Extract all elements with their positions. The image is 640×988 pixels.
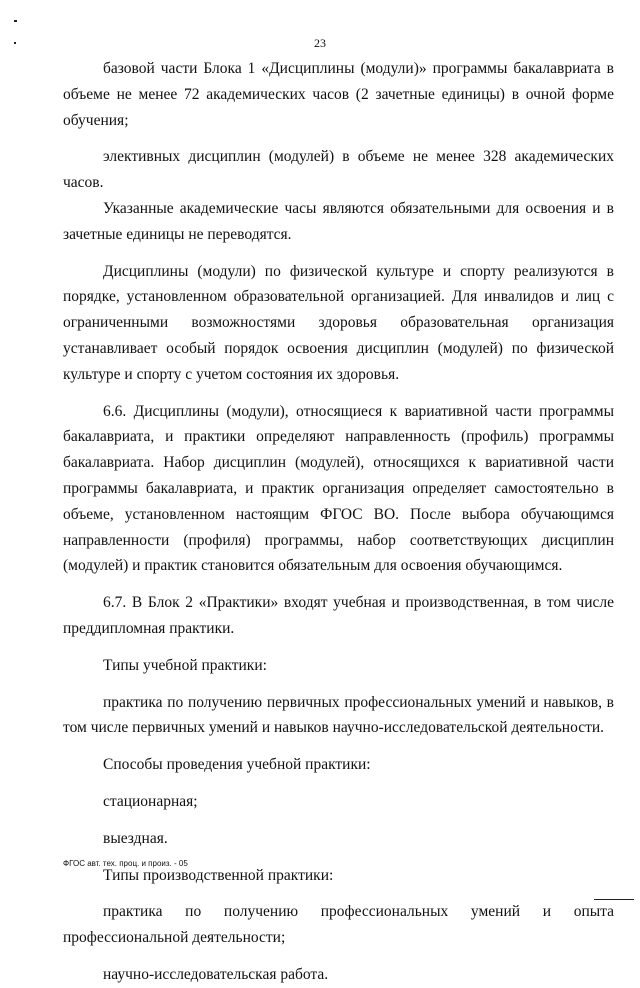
paragraph-6: 6.7. В Блок 2 «Практики» входят учебная и производственная, в том числе преддипломная практики. (63, 594, 614, 637)
paragraph-2: элективных дисциплин (модулей) в объеме не менее 328 академических часов. (63, 148, 614, 192)
paragraph-8: практика по получению первичных профессиональных умений и навыков, в том числе первичных умений и навыков научно-исследовательской деятельности. (63, 693, 614, 737)
scan-speck (14, 20, 17, 22)
paragraph-7: Типы учебной практики: (103, 656, 267, 674)
document-body (63, 56, 614, 988)
paragraph-11: выездная. (103, 829, 168, 847)
footer-note: ФГОС авт. тех. проц. и произ. - 05 (63, 859, 188, 868)
paragraph-3: Указанные академические часы являются обязательными для освоения и в зачетные единицы не переводятся. (63, 199, 614, 243)
paragraph-10: стационарная; (103, 792, 198, 810)
paragraph-4: Дисциплины (модули) по физической культуре и спорту реализуются в порядке, установленном образовательной организацией. Для инвалидов и лиц с ограниченными возможностями здоровья образовательная организация устанавливает особый порядок освоения дисциплин (модулей) по физической культуре и спорту с учетом состояния их здоровья. (63, 262, 614, 383)
page-number: 23 (314, 36, 326, 50)
paragraph-12: Типы производственной практики: (103, 866, 334, 884)
paragraph-14: научно-исследовательская работа. (103, 965, 329, 983)
paragraph-9: Способы проведения учебной практики: (103, 756, 371, 774)
paragraph-5: 6.6. Дисциплины (модули), относящиеся к вариативной части программы бакалавриата, и практики определяют направленность (профиль) программы бакалавриата. Набор дисциплин (модулей), относящихся к вариативной части программы бакалавриата, и практик организация определяет самостоятельно в объеме, установленном настоящим ФГОС ВО. После выбора обучающимся направленности (профиля) программы, набор соответствующих дисциплин (модулей) и практик становится обязательным для освоения обучающимся. (63, 402, 614, 575)
paragraph-1: базовой части Блока 1 «Дисциплины (модули)» программы бакалавриата в объеме не менее 72 академических часов (2 зачетные единицы) в очной форме обучения; (63, 60, 614, 129)
paragraph-13: практика по получению профессиональных умений и опыта профессиональной деятельности; (63, 903, 614, 947)
